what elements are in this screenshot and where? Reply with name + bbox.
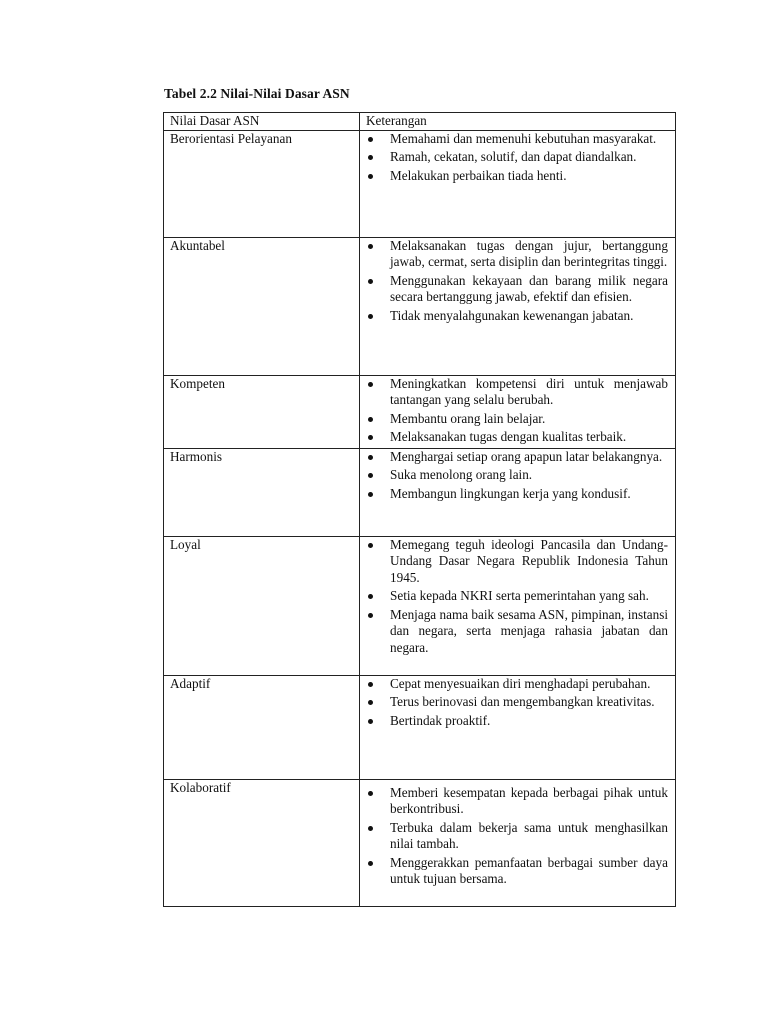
bullet-list (366, 238, 668, 325)
bullet-icon (368, 719, 373, 724)
bullet-icon (368, 435, 373, 440)
table-row (164, 375, 676, 448)
list-item: Menggerakkan pemanfaatan berbagai sumber daya untuk tujuan bersama. (366, 855, 668, 888)
value-name: Kolaboratif (164, 779, 360, 906)
list-item: Melaksanakan tugas dengan kualitas terbaik. (366, 429, 668, 446)
list-item: Menggunakan kekayaan dan barang milik negara secara bertanggung jawab, efektif dan efisien. (366, 273, 668, 306)
list-item: Membantu orang lain belajar. (366, 411, 668, 428)
table-header-row (164, 113, 676, 131)
header-keterangan: Keterangan (360, 113, 676, 131)
bullet-icon (368, 791, 373, 796)
bullet-icon (368, 826, 373, 831)
bullet-icon (368, 155, 373, 160)
bullet-icon (368, 613, 373, 618)
bullet-icon (368, 682, 373, 687)
bullet-icon (368, 473, 373, 478)
table-row (164, 675, 676, 779)
value-description (360, 375, 676, 448)
bullet-list (366, 376, 668, 446)
list-item: Menghargai setiap orang apapun latar belakangnya. (366, 449, 668, 466)
table-row (164, 779, 676, 906)
value-description (360, 675, 676, 779)
list-item: Melakukan perbaikan tiada henti. (366, 168, 668, 185)
table-row (164, 536, 676, 675)
bullet-list (366, 676, 668, 730)
table-row (164, 448, 676, 536)
list-item: Ramah, cekatan, solutif, dan dapat diandalkan. (366, 149, 668, 166)
value-description (360, 448, 676, 536)
bullet-icon (368, 174, 373, 179)
table-row (164, 130, 676, 237)
value-description (360, 536, 676, 675)
value-name: Adaptif (164, 675, 360, 779)
bullet-list (366, 785, 668, 888)
list-item: Memahami dan memenuhi kebutuhan masyarakat. (366, 131, 668, 148)
bullet-icon (368, 279, 373, 284)
value-name: Berorientasi Pelayanan (164, 130, 360, 237)
bullet-icon (368, 455, 373, 460)
bullet-icon (368, 492, 373, 497)
list-item: Bertindak proaktif. (366, 713, 668, 730)
header-nilai-dasar: Nilai Dasar ASN (164, 113, 360, 131)
bullet-icon (368, 417, 373, 422)
bullet-list (366, 449, 668, 503)
list-item: Memberi kesempatan kepada berbagai pihak untuk berkontribusi. (366, 785, 668, 818)
list-item: Meningkatkan kompetensi diri untuk menjawab tantangan yang selalu berubah. (366, 376, 668, 409)
value-description (360, 237, 676, 375)
bullet-icon (368, 594, 373, 599)
list-item: Setia kepada NKRI serta pemerintahan yang sah. (366, 588, 668, 605)
value-name: Loyal (164, 536, 360, 675)
bullet-icon (368, 244, 373, 249)
bullet-list (366, 131, 668, 185)
list-item: Terbuka dalam bekerja sama untuk menghasilkan nilai tambah. (366, 820, 668, 853)
value-description (360, 779, 676, 906)
value-description (360, 130, 676, 237)
table-row (164, 237, 676, 375)
list-item: Terus berinovasi dan mengembangkan kreativitas. (366, 694, 668, 711)
bullet-icon (368, 861, 373, 866)
list-item: Menjaga nama baik sesama ASN, pimpinan, instansi dan negara, serta menjaga rahasia jabatan dan negara. (366, 607, 668, 657)
list-item: Membangun lingkungan kerja yang kondusif. (366, 486, 668, 503)
bullet-icon (368, 700, 373, 705)
list-item: Tidak menyalahgunakan kewenangan jabatan. (366, 308, 668, 325)
bullet-icon (368, 382, 373, 387)
table-caption: Tabel 2.2 Nilai-Nilai Dasar ASN (164, 86, 350, 101)
list-item: Suka menolong orang lain. (366, 467, 668, 484)
asn-values-table (163, 112, 676, 907)
bullet-icon (368, 543, 373, 548)
list-item: Memegang teguh ideologi Pancasila dan Undang-Undang Dasar Negara Republik Indonesia Tahun 1945. (366, 537, 668, 587)
bullet-icon (368, 314, 373, 319)
value-name: Akuntabel (164, 237, 360, 375)
bullet-icon (368, 137, 373, 142)
bullet-list (366, 537, 668, 657)
value-name: Kompeten (164, 375, 360, 448)
list-item: Cepat menyesuaikan diri menghadapi perubahan. (366, 676, 668, 693)
value-name: Harmonis (164, 448, 360, 536)
list-item: Melaksanakan tugas dengan jujur, bertanggung jawab, cermat, serta disiplin dan berintegritas tinggi. (366, 238, 668, 271)
